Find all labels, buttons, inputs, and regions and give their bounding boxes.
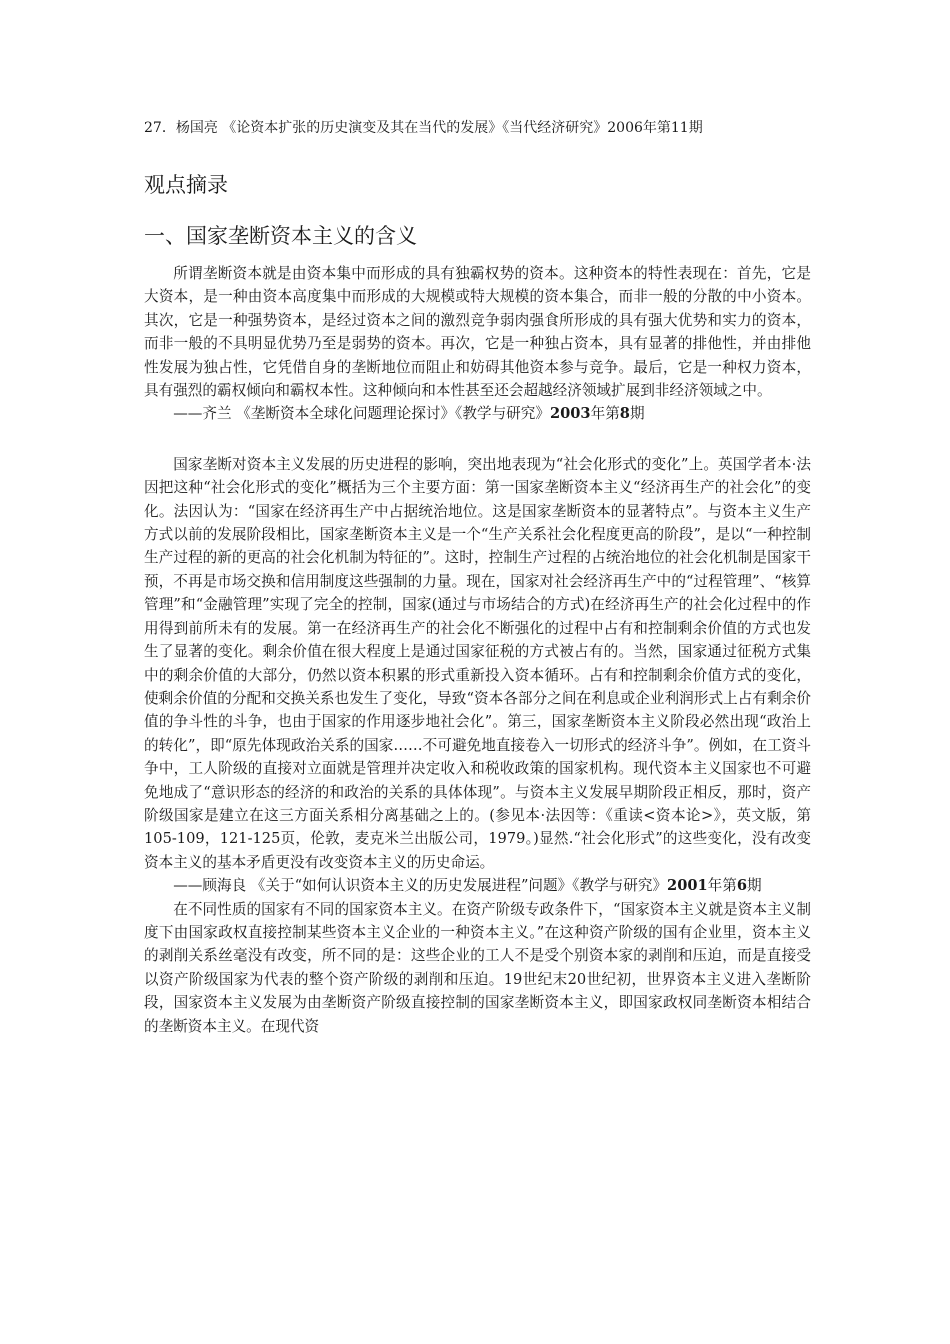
citation-text: ——顾海良 《关于“如何认识资本主义的历史发展进程”问题》《教学与研究》	[173, 877, 668, 895]
subsection-title: 一、国家垄断资本主义的含义	[144, 224, 417, 248]
document-page	[144, 116, 811, 1038]
header-reference: 27．杨国亮 《论资本扩张的历史演变及其在当代的发展》《当代经济研究》2006年第11期	[144, 120, 703, 136]
citation-issue-unit: 期	[629, 405, 645, 423]
citation-line	[144, 402, 811, 425]
citation-text: ——齐兰 《垄断资本全球化问题理论探讨》《教学与研究》	[173, 405, 550, 423]
section-title: 观点摘录	[144, 173, 228, 197]
citation-line	[144, 874, 811, 897]
citation-year: 2003	[549, 405, 591, 423]
body-paragraph: 在不同性质的国家有不同的国家资本主义。在资产阶级专政条件下，“国家资本主义就是资本主义制度下由国家政权直接控制某些资本主义企业的一种资本主义。”在这种资产阶级的国有企业里，资本主义的剥削关系丝毫没有改变，所不同的是：这些企业的工人不是受个别资本家的剥削和压迫，而是直接受以资产阶级国家为代表的整个资产阶级的剥削和压迫。19世纪末20世纪初，世界资本主义进入垄断阶段，国家资本主义发展为由垄断资产阶级直接控制的国家垄断资本主义，即国家政权同垄断资本相结合的垄断资本主义。在现代资	[144, 900, 811, 1035]
citation-year-unit: 年第	[707, 877, 737, 895]
citation-issue: 8	[619, 405, 630, 423]
citation-issue: 6	[736, 877, 748, 895]
citation-year: 2001	[667, 877, 708, 895]
citation-year-unit: 年第	[590, 405, 620, 423]
blank-line	[144, 426, 811, 449]
body-paragraph: 国家垄断对资本主义发展的历史进程的影响，突出地表现为“社会化形式的变化”上。英国学者本·法因把这种“社会化形式的变化”概括为三个主要方面：第一国家垄断资本主义“经济再生产的社会化”的变化。法因认为：“国家在经济再生产中占据统治地位。这是国家垄断资本的显著特点”。与资本主义生产方式以前的发展阶段相比，国家垄断资本主义是一个“生产关系社会化程度更高的阶段”，是以“一种控制生产过程的新的更高的社会化机制为特征的”。这时，控制生产过程的占统治地位的社会化机制是国家干预，不再是市场交换和信用制度这些强制的力量。现在，国家对社会经济再生产中的“过程管理”、“核算管理”和“金融管理”实现了完全的控制，国家(通过与市场结合的方式)在经济再生产的社会化过程中的作用得到前所未有的发展。第一在经济再生产的社会化不断强化的过程中占有和控制剩余价值的方式也发生了显著的变化。剩余价值在很大程度上是通过国家征税的方式被占有的。当然，国家通过征税方式集中的剩余价值的大部分，仍然以资本积累的形式重新投入资本循环。占有和控制剩余价值方式的变化，使剩余价值的分配和交换关系也发生了变化，导致“资本各部分之间在利息或企业利润形式上占有剩余价值的争斗性的斗争，也由于国家的作用逐步地社会化”。第三，国家垄断资本主义阶段必然出现“政治上的转化”，即“原先体现政治关系的国家……不可避免地直接卷入一切形式的经济斗争”。例如，在工资斗争中，工人阶级的直接对立面就是管理并决定收入和税收政策的国家机构。现代资本主义国家也不可避免地成了“意识形态的经济的和政治的关系的具体体现”。与资本主义发展早期阶段正相反，那时，资产阶级国家是建立在这三方面关系相分离基础之上的。(参见本·法因等：《重读<资本论>》，英文版，第105-109，121-125页，伦敦，麦克米兰出版公司，1979。)显然.“社会化形式”的这些变化，没有改变资本主义的基本矛盾更没有改变资本主义的历史命运。	[144, 455, 811, 871]
citation-issue-unit: 期	[747, 877, 762, 895]
body-paragraph: 所谓垄断资本就是由资本集中而形成的具有独霸权势的资本。这种资本的特性表现在：首先，它是大资本，是一种由资本高度集中而形成的大规模或特大规模的资本集合，而非一般的分散的中小资本。其次，它是一种强势资本，是经过资本之间的激烈竞争弱肉强食所形成的具有强大优势和实力的资本，而非一般的不具明显优势乃至是弱势的资本。再次，它是一种独占资本，具有显著的排他性，并由排他性发展为独占性，它凭借自身的垄断地位而阻止和妨碍其他资本参与竞争。最后，它是一种权力资本，具有强烈的霸权倾向和霸权本性。这种倾向和本性甚至还会超越经济领域扩展到非经济领域之中。	[144, 265, 811, 400]
